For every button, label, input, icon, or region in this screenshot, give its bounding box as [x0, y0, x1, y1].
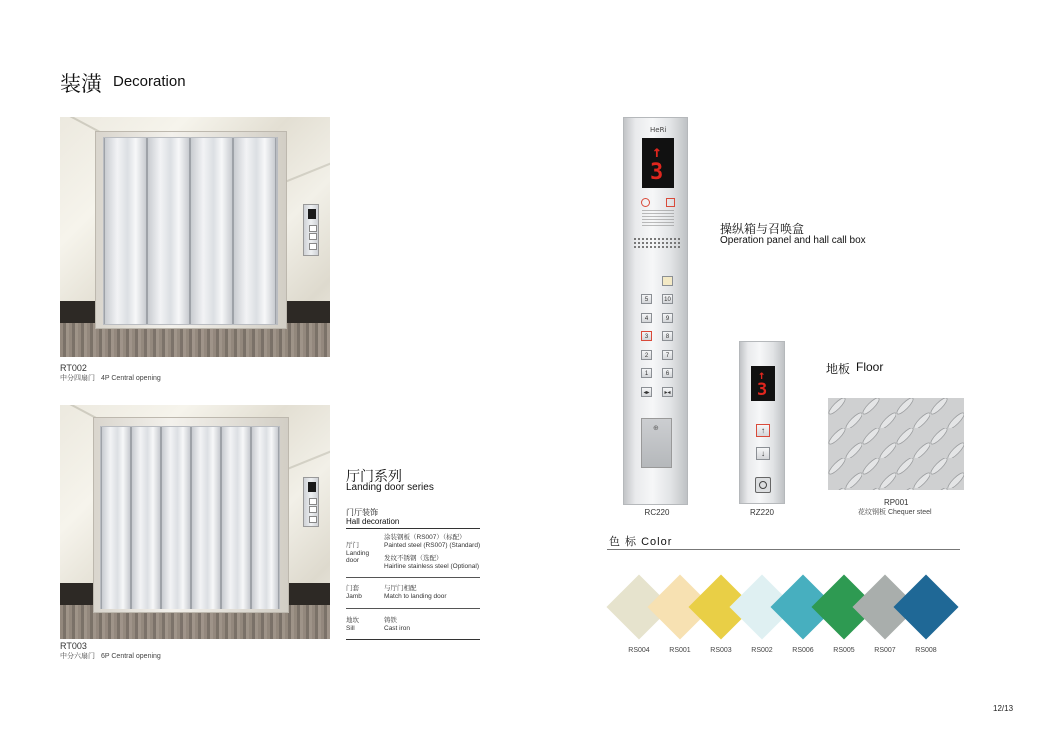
call-up-button[interactable]: ↑ [756, 424, 770, 437]
callbox-code: RZ220 [749, 508, 774, 517]
color-code: RS001 [669, 647, 691, 654]
hall-decoration-en: Hall decoration [346, 517, 400, 526]
operation-panel-rc220 [623, 117, 688, 505]
keyswitch-icon[interactable] [755, 477, 771, 493]
floor-button-lit[interactable]: 3 [641, 331, 652, 341]
photo-desc: 中分四扇门 4P Central opening [60, 375, 161, 382]
chequer-pattern [828, 398, 964, 490]
floor-button[interactable]: 6 [662, 368, 673, 378]
floor-code: RP001 [884, 498, 909, 507]
floor-number: 3 [757, 380, 768, 400]
brand-logo: HeRi [650, 126, 667, 134]
hall-decoration-cn: 门厅装饰 [346, 508, 378, 517]
floor-button[interactable]: 1 [641, 368, 652, 378]
floor-title-cn: 地板 [826, 362, 851, 376]
landing-title-cn: 厅门系列 [346, 469, 402, 485]
floor-button[interactable]: 5 [641, 294, 652, 304]
direction-arrow-icon: ↑ [652, 142, 662, 161]
floor-button[interactable]: 8 [662, 331, 673, 341]
floor-display [642, 138, 674, 188]
operation-title-en: Operation panel and hall call box [720, 235, 866, 246]
color-code: RS003 [710, 647, 732, 654]
page-title-cn: 装潢 [60, 72, 102, 96]
color-code: RS005 [833, 647, 855, 654]
door-close-button[interactable]: ▸◂ [662, 387, 673, 397]
color-swatch-rs008 [893, 574, 958, 639]
call-down-button[interactable]: ↓ [756, 447, 770, 460]
photo-desc: 中分六扇门 6P Central opening [60, 653, 161, 660]
floor-number: 3 [650, 160, 664, 185]
indicator-button[interactable] [662, 276, 673, 286]
alarm-icon [641, 198, 650, 207]
table-row: 厅门 Landing door 涂装钢板（RS007）（标配） Painted steel (RS007) (Standard) 发纹不锈钢（选配） Hairline stainless steel (Optional) [346, 529, 480, 578]
page-number: 12/13 [993, 704, 1014, 713]
floor-button[interactable]: 7 [662, 350, 673, 360]
floor-button[interactable]: 4 [641, 313, 652, 323]
color-code: RS007 [874, 647, 896, 654]
key-icon: ⊕ [653, 425, 659, 432]
page-title-en: Decoration [113, 73, 186, 90]
spec-plate [642, 210, 674, 226]
color-code: RS004 [628, 647, 650, 654]
color-code: RS006 [792, 647, 814, 654]
hall-call-box [303, 204, 319, 256]
hall-call-box [303, 477, 319, 527]
floor-title-en: Floor [856, 360, 884, 374]
chequer-steel-sample [828, 398, 964, 490]
table-row: 地坎 Sill 铸铁 Cast iron [346, 609, 480, 640]
color-divider [607, 549, 960, 550]
door-open-button[interactable]: ◂▸ [641, 387, 652, 397]
floor-desc: 花纹钢板 Chequer steel [858, 509, 932, 516]
spec-table [346, 528, 480, 640]
photo-code: RT002 [60, 363, 87, 373]
speaker-grille [633, 237, 681, 249]
hall-call-box-rz220 [739, 341, 785, 504]
floor-display [751, 366, 775, 401]
color-code: RS008 [915, 647, 937, 654]
service-cabinet [641, 418, 672, 468]
table-row: 门套 Jamb 与厅门相配 Match to landing door [346, 578, 480, 609]
elevator-photo-rt003 [60, 405, 330, 639]
direction-arrow-icon: ↑ [758, 368, 766, 382]
color-code: RS002 [751, 647, 773, 654]
floor-button[interactable]: 10 [662, 294, 673, 304]
elevator-photo-rt002 [60, 117, 330, 357]
operation-title-cn: 操纵箱与召唤盒 [720, 222, 805, 236]
photo-code: RT003 [60, 641, 87, 651]
floor-button[interactable]: 2 [641, 350, 652, 360]
color-title: 色 标 Color [609, 536, 673, 548]
no-smoking-icon [666, 198, 675, 207]
landing-title-en: Landing door series [346, 482, 434, 493]
floor-button[interactable]: 9 [662, 313, 673, 323]
panel-code: RC220 [644, 508, 670, 517]
